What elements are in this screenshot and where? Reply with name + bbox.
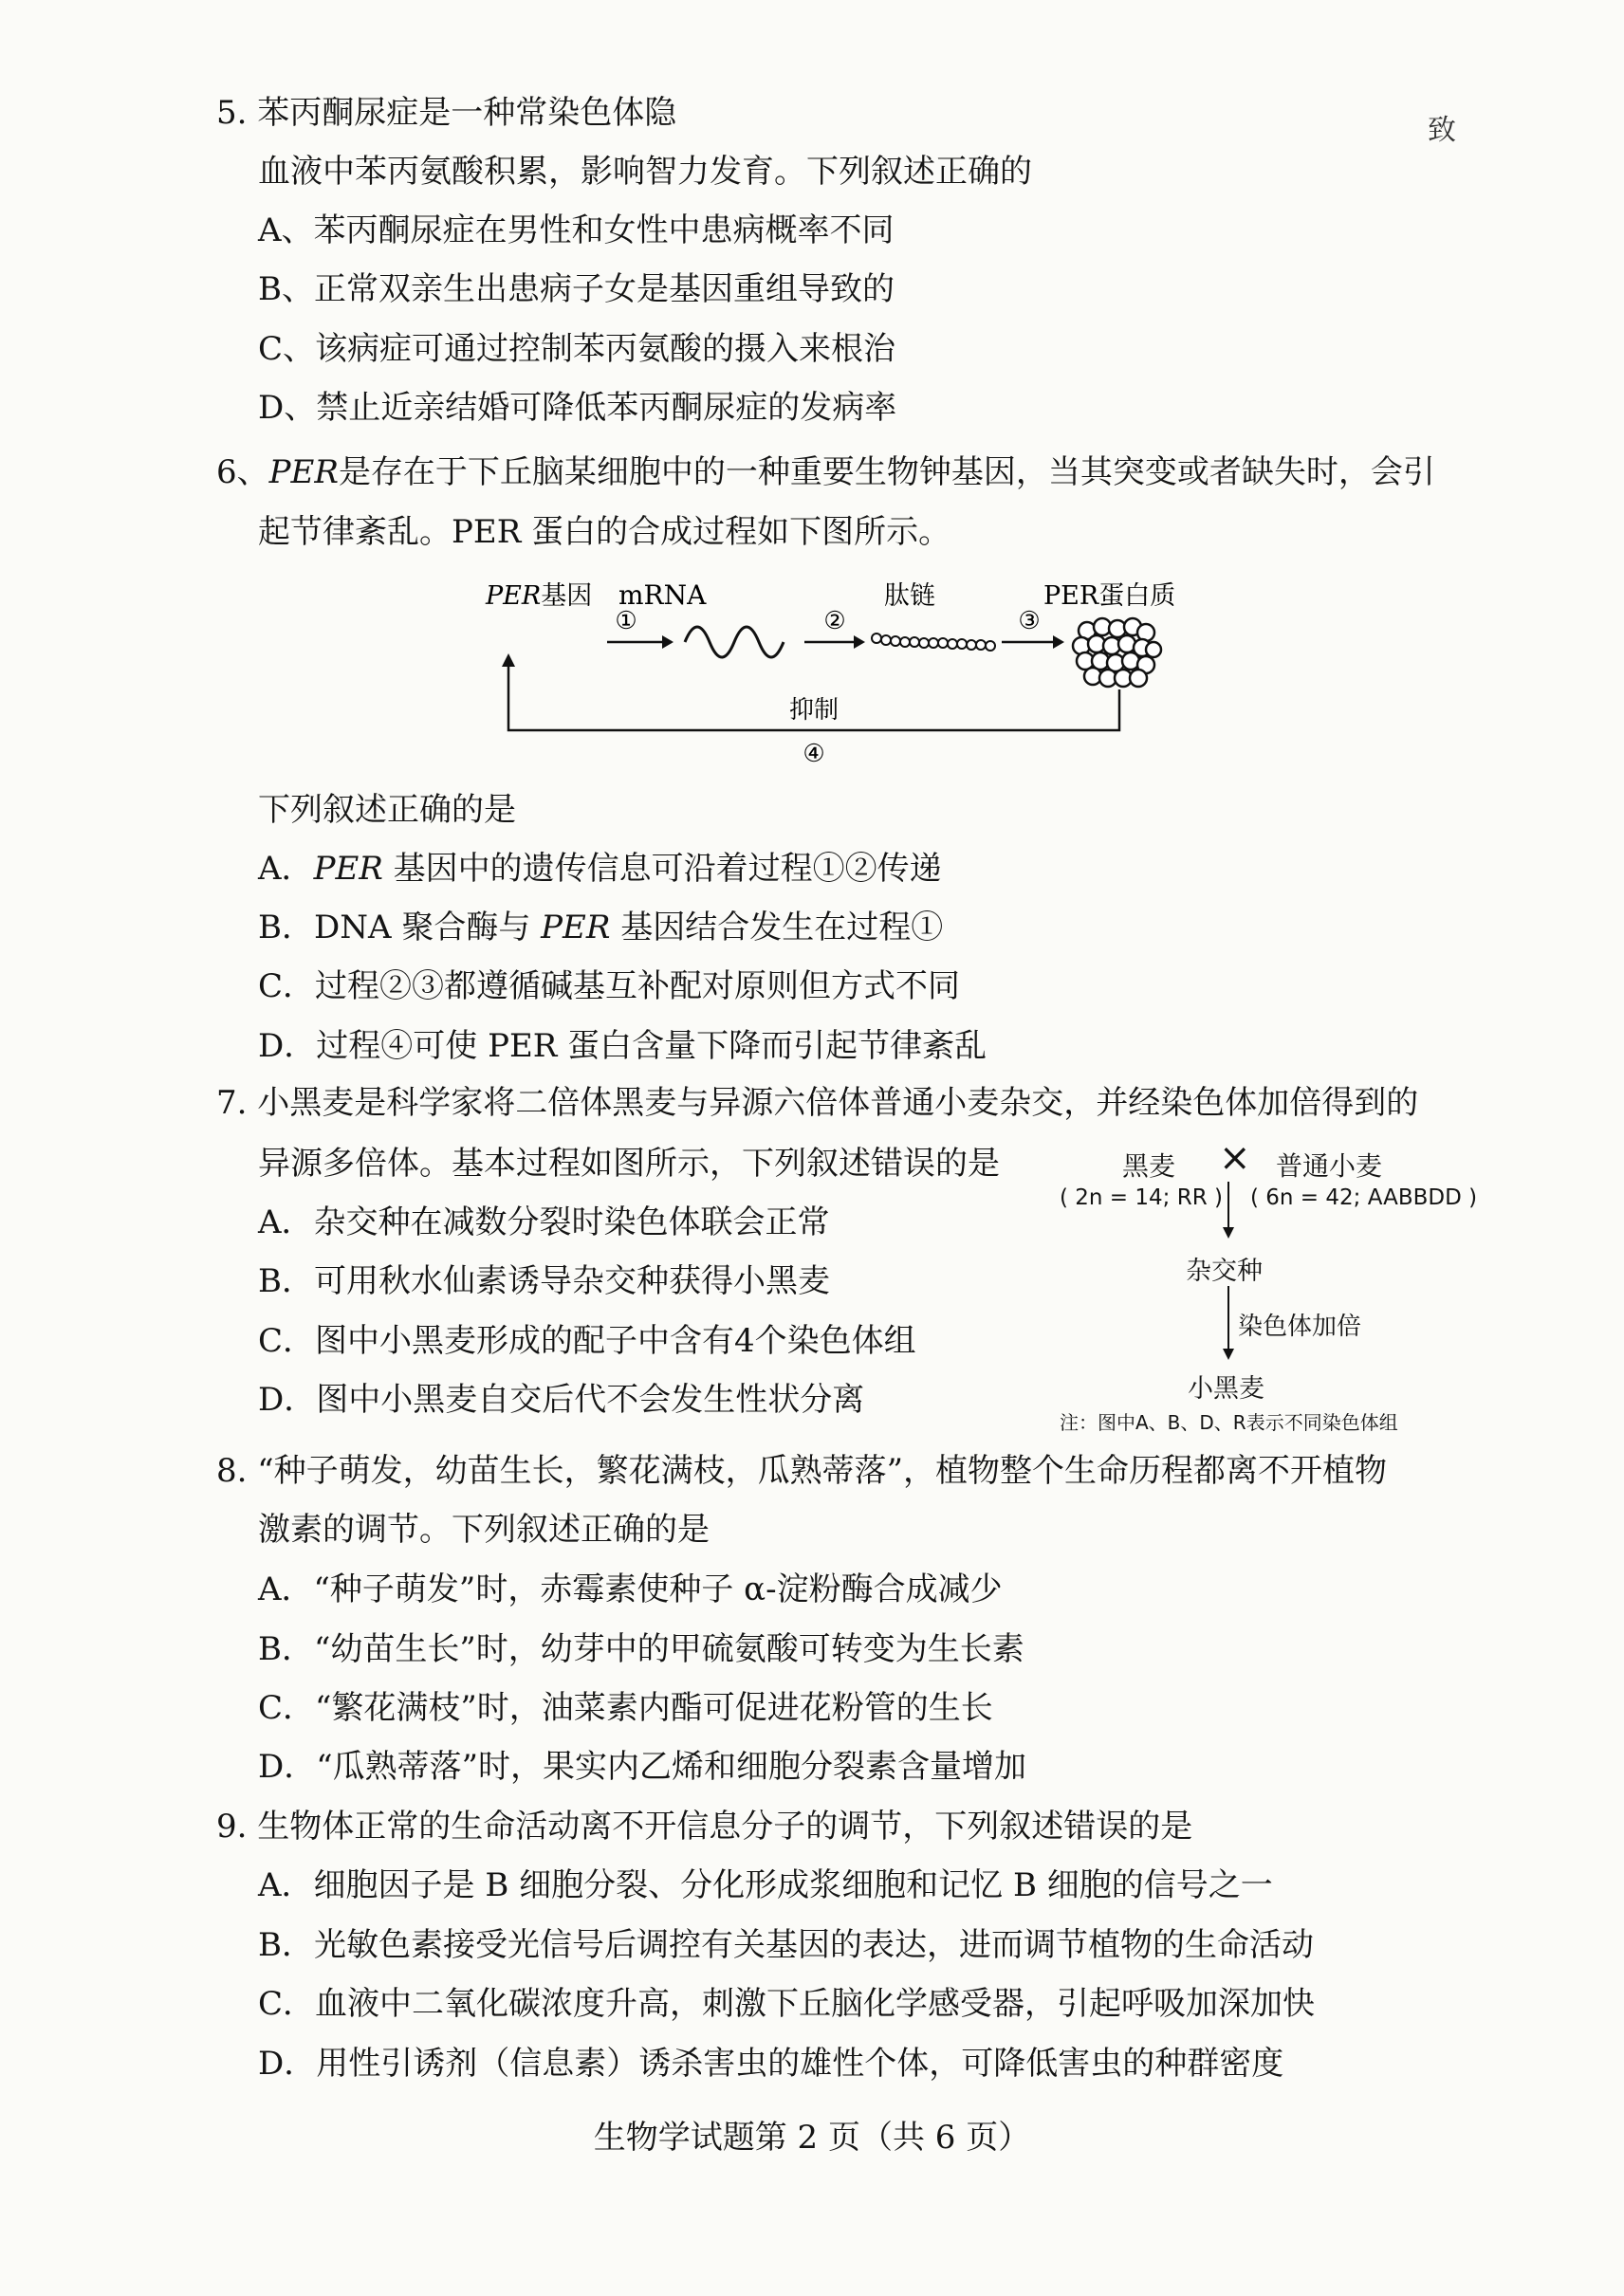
q8-option-a: A．“种子萌发”时，赤霉素使种子 α-淀粉酶合成减少: [258, 1570, 1003, 1608]
parent-rye-info: ( 2n = 14; RR ): [1060, 1185, 1223, 1210]
parent-wheat-info: ( 6n = 42; AABBDD ): [1250, 1185, 1478, 1210]
diagram-note: 注：图中A、B、D、R表示不同染色体组: [1060, 1411, 1398, 1434]
step-4-label: ④: [803, 740, 825, 768]
hybrid-label: 杂交种: [1186, 1257, 1263, 1286]
q8-option-d: D．“瓜熟蒂落”时，果实内乙烯和细胞分裂素含量增加: [258, 1748, 1027, 1786]
q6-option-a: A．PER 基因中的遗传信息可沿着过程①②传递: [258, 850, 942, 888]
q5-option-d: D、禁止近亲结婚可降低苯丙酮尿症的发病率: [258, 389, 897, 427]
step-2-label: ②: [823, 607, 846, 635]
q7-stem-line-2: 异源多倍体。基本过程如图所示，下列叙述错误的是: [258, 1145, 1000, 1183]
inhibit-label: 抑制: [788, 696, 840, 725]
page-footer: 生物学试题第 2 页（共 6 页）: [593, 2119, 1031, 2157]
q6-number: 6、: [216, 453, 269, 491]
mrna-wave: [685, 627, 784, 657]
step-1-label: ①: [615, 607, 637, 635]
cross-symbol: ×: [1219, 1136, 1251, 1180]
q6-option-b: B．DNA 聚合酶与 PER 基因结合发生在过程①: [258, 909, 944, 946]
arrow-3: [1002, 635, 1064, 649]
per-gene-label: PER基因: [486, 581, 593, 611]
q5-option-b: B、正常双亲生出患病子女是基因重组导致的: [258, 270, 895, 308]
q9-option-b: B．光敏色素接受光信号后调控有关基因的表达，进而调节植物的生命活动: [258, 1926, 1314, 1964]
peptide-label: 肽链: [884, 581, 935, 611]
q5-stem-line-2: 血液中苯丙氨酸积累，影响智力发育。下列叙述正确的: [258, 153, 1032, 191]
q9-stem-line-1: 9. 生物体正常的生命活动离不开信息分子的调节，下列叙述错误的是: [216, 1808, 1193, 1846]
q6-stem-line-1: [216, 452, 1435, 492]
q8-option-b: B．“幼苗生长”时，幼芽中的甲硫氨酸可转变为生长素: [258, 1630, 1024, 1668]
q6-stem-text: 是存在于下丘脑某细胞中的一种重要生物钟基因，当其突变或者缺失时，会引: [338, 453, 1435, 491]
protein-label: PER蛋白质: [1043, 581, 1176, 611]
q7-stem-line-1: 7. 小黑麦是科学家将二倍体黑麦与异源六倍体普通小麦杂交，并经染色体加倍得到的: [216, 1084, 1419, 1122]
per-synthesis-diagram: [474, 564, 1195, 782]
q5-stem-line-1: 5. 苯丙酮尿症是一种常染色体隐: [216, 94, 677, 132]
parent-rye: 黑麦: [1122, 1150, 1176, 1182]
q9-option-a: A．细胞因子是 B 细胞分裂、分化形成浆细胞和记忆 B 细胞的信号之一: [258, 1866, 1273, 1904]
doubling-label: 染色体加倍: [1238, 1313, 1362, 1341]
peptide-chain: [872, 634, 995, 651]
q5-option-a: A、苯丙酮尿症在男性和女性中患病概率不同: [258, 211, 895, 249]
q9-option-c: C．血液中二氧化碳浓度升高，刺激下丘脑化学感受器，引起呼吸加深加快: [258, 1985, 1316, 2023]
q7-option-d: D．图中小黑麦自交后代不会发生性状分离: [258, 1381, 865, 1419]
q7-option-b: B．可用秋水仙素诱导杂交种获得小黑麦: [258, 1262, 830, 1300]
q8-option-c: C．“繁花满枝”时，油菜素内酯可促进花粉管的生长: [258, 1689, 993, 1727]
corner-mark: 致: [1428, 114, 1456, 147]
mrna-label: mRNA: [618, 579, 707, 611]
step-3-label: ③: [1018, 607, 1041, 635]
q6-question: 下列叙述正确的是: [258, 791, 516, 829]
protein-cluster: [1073, 618, 1161, 687]
q9-option-d: D．用性引诱剂（信息素）诱杀害虫的雄性个体，可降低害虫的种群密度: [258, 2045, 1284, 2083]
q8-stem-line-1: 8. “种子萌发，幼苗生长，繁花满枝，瓜熟蒂落”，植物整个生命历程都离不开植物: [216, 1452, 1388, 1490]
arrow-1: [607, 635, 674, 649]
q6-option-c: C．过程②③都遵循碱基互补配对原则但方式不同: [258, 967, 961, 1005]
triticale-label: 小黑麦: [1188, 1374, 1264, 1404]
q7-option-a: A．杂交种在减数分裂时染色体联会正常: [258, 1203, 830, 1241]
q6-stem-line-2: 起节律紊乱。PER 蛋白的合成过程如下图所示。: [258, 513, 951, 551]
parent-wheat: 普通小麦: [1276, 1150, 1383, 1182]
arrow-2: [804, 635, 865, 649]
q8-stem-line-2: 激素的调节。下列叙述正确的是: [258, 1511, 710, 1549]
q7-option-c: C．图中小黑麦形成的配子中含有4个染色体组: [258, 1322, 916, 1360]
q6-gene-name: PER: [268, 453, 339, 491]
q6-option-d: D．过程④可使 PER 蛋白含量下降而引起节律紊乱: [258, 1027, 987, 1065]
q5-option-c: C、该病症可通过控制苯丙氨酸的摄入来根治: [258, 330, 896, 368]
